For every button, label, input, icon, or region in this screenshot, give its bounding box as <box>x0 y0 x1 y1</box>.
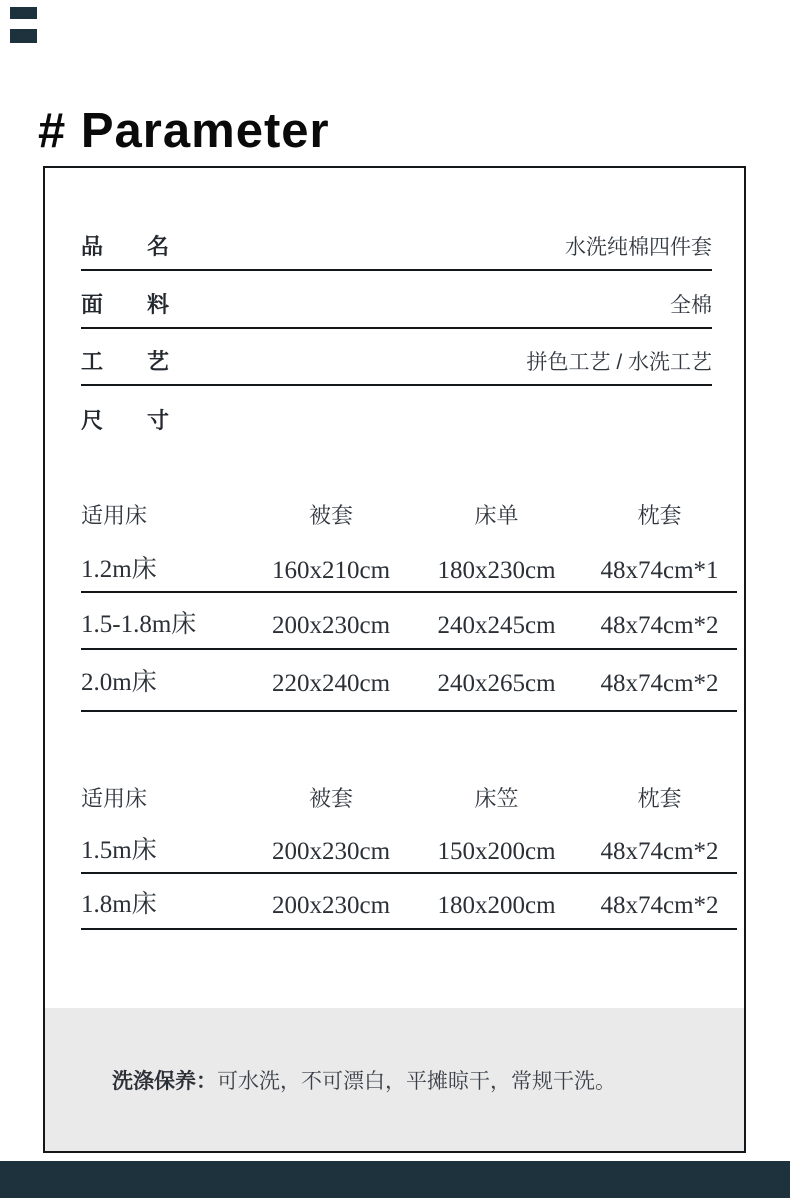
table-header: 被套 <box>308 502 353 528</box>
spec-value: 水洗纯棉四件套 <box>565 236 712 259</box>
spec-label: 工艺 <box>81 349 214 374</box>
spec-row-fabric <box>81 271 712 329</box>
table-cell: 200x230cm <box>271 612 391 639</box>
table-header: 被套 <box>308 785 353 811</box>
table-cell: 1.5-1.8m床 <box>81 611 197 638</box>
table-header: 适用床 <box>81 502 148 528</box>
table-cell: 240x245cm <box>437 612 556 639</box>
table-row <box>81 650 737 712</box>
table-row <box>81 826 737 874</box>
spec-row-product-name <box>81 213 712 271</box>
table-header: 枕套 <box>637 502 682 528</box>
table-cell: 48x74cm*2 <box>600 892 719 919</box>
spec-row-craft <box>81 329 712 386</box>
spec-value: 拼色工艺 / 水洗工艺 <box>526 351 712 374</box>
table-cell: 48x74cm*2 <box>600 838 719 865</box>
table-cell: 150x200cm <box>437 838 556 865</box>
care-label: 洗涤保养： <box>112 1069 217 1093</box>
care-text: 可水洗，不可漂白，平摊晾干，常规干洗。 <box>217 1069 616 1093</box>
decor-bar-icon <box>10 29 37 43</box>
page-title: # Parameter <box>38 103 330 158</box>
table-cell: 180x200cm <box>437 892 556 919</box>
table2-header-row <box>81 781 737 813</box>
table-cell: 1.8m床 <box>81 891 157 918</box>
table-cell: 1.2m床 <box>81 556 157 583</box>
bottom-accent-band <box>0 1161 790 1198</box>
table-cell: 48x74cm*1 <box>600 557 719 584</box>
spec-value: 全棉 <box>670 294 712 317</box>
table-cell: 200x230cm <box>271 838 391 865</box>
spec-label: 尺寸 <box>81 408 214 433</box>
spec-label: 面料 <box>81 292 214 317</box>
table-row <box>81 593 737 650</box>
table-row <box>81 874 737 930</box>
spec-label: 品名 <box>81 234 214 259</box>
parameter-card <box>43 166 746 1153</box>
table-cell: 1.5m床 <box>81 837 157 864</box>
table-header: 适用床 <box>81 785 148 811</box>
table-header: 床单 <box>474 502 519 528</box>
table-cell: 2.0m床 <box>81 669 157 696</box>
table-cell: 240x265cm <box>437 670 556 697</box>
table1-header-row <box>81 498 737 530</box>
spec-row-size <box>81 386 712 443</box>
table-cell: 200x230cm <box>271 892 391 919</box>
table-header: 枕套 <box>637 785 682 811</box>
table-header: 床笠 <box>474 785 519 811</box>
table-cell: 180x230cm <box>437 557 556 584</box>
table-cell: 48x74cm*2 <box>600 670 719 697</box>
table-cell: 160x210cm <box>271 557 391 584</box>
table-cell: 220x240cm <box>271 670 391 697</box>
table-row <box>81 545 737 593</box>
care-text-line <box>112 1065 616 1095</box>
decor-bar-icon <box>10 7 37 19</box>
care-section <box>45 1008 744 1151</box>
table-cell: 48x74cm*2 <box>600 612 719 639</box>
